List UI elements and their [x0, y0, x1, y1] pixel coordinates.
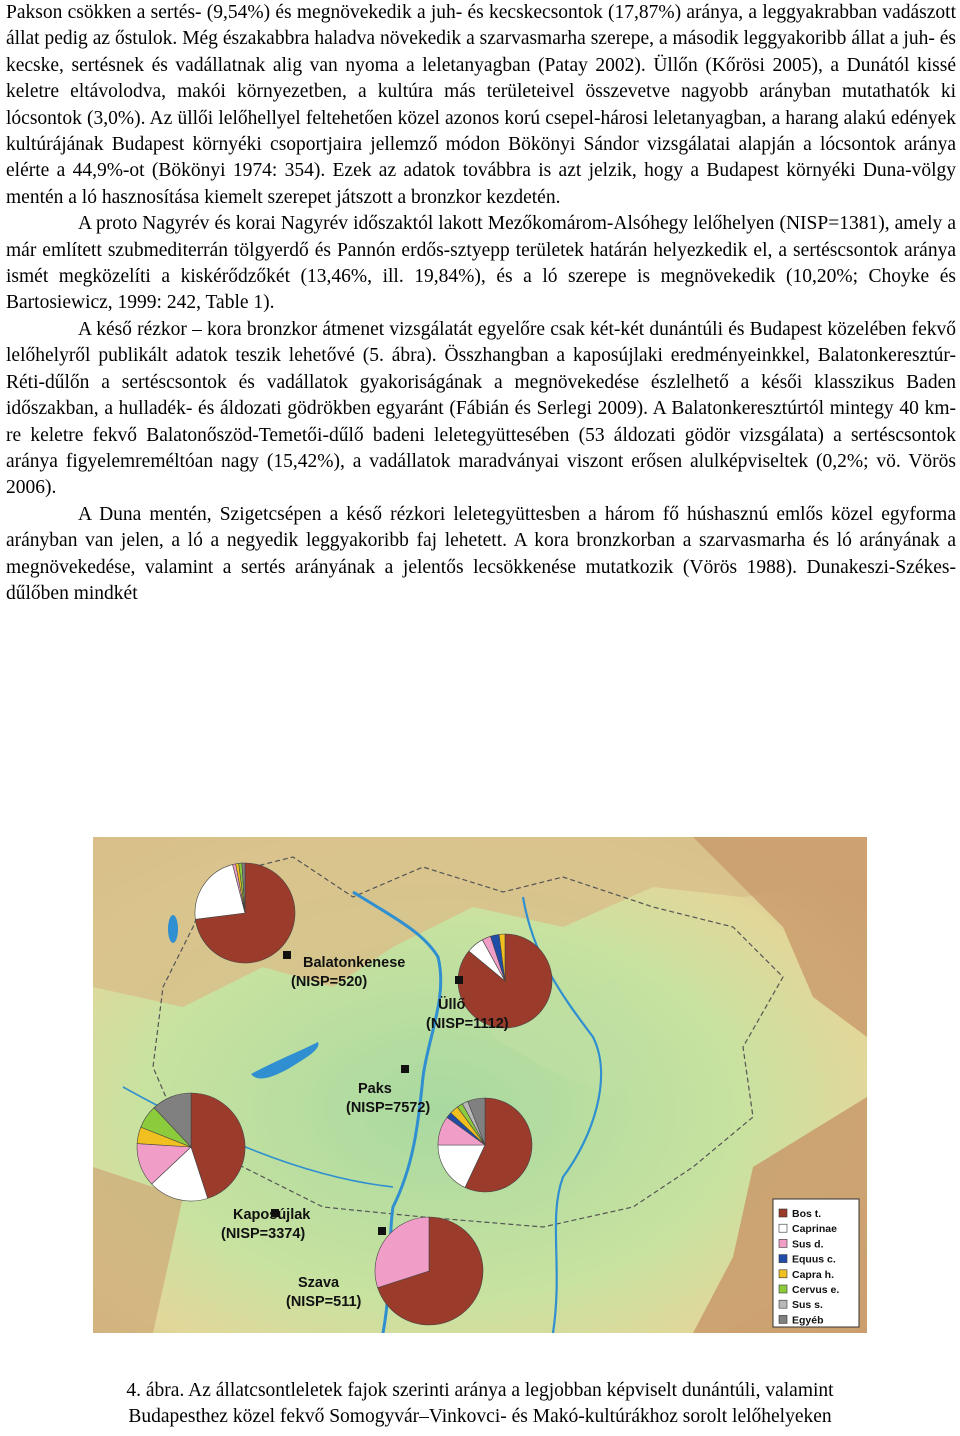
site-marker	[283, 951, 291, 959]
relief-map	[93, 837, 867, 1333]
legend-swatch	[779, 1239, 787, 1247]
caption-line: 4. ábra. Az állatcsontleletek fajok szerinti aránya a legjobban képviselt dunántúli, valamint	[126, 1380, 834, 1401]
relief-map-figure	[93, 837, 867, 1333]
site-nisp-label: (NISP=3374)	[221, 1226, 306, 1242]
legend-swatch	[779, 1224, 787, 1232]
legend-label: Caprinae	[792, 1223, 837, 1236]
legend-label: Bos t.	[792, 1208, 822, 1220]
site-nisp-label: (NISP=1112)	[426, 1016, 509, 1032]
pie-szava	[375, 1217, 483, 1325]
site-marker	[401, 1065, 409, 1073]
legend-swatch	[779, 1209, 787, 1217]
site-nisp-label: (NISP=511)	[286, 1294, 362, 1310]
legend-swatch	[779, 1300, 787, 1308]
paragraph: A Duna mentén, Szigetcsépen a késő rézkori leletegyüttesben a három fő húshasznú emlős közel egyforma arányban van jelen, a ló a negyedik leggyakoribb faj lehetett. A kora bronzkorban a szarvasmarha és ló arányának a megnövekedése, valamint a sertés arányának a jelentős lecsökkenése mutatkozik (Vörös 1988). Dunakeszi-Székes-dűlőben mindkét	[6, 503, 956, 604]
site-name-label: Kaposújlak	[233, 1207, 311, 1223]
site-marker	[455, 976, 463, 984]
paragraph: A proto Nagyrév és korai Nagyrév időszaktól lakott Mezőkomárom-Alsóhegy lelőhelyen (NISP=1381), amely a már említett szubmediterrán tölgyerdő és Pannón erdős-sztyepp területek határán helyezkedik el, a sertéscsontok aránya ismét megközelíti a kiskérődzőkét (13,46%, ill. 19,84%), és a ló szerepe is megnövekedik (10,20%; Choyke és Bartosiewicz, 1999: 242, Table 1).	[6, 213, 956, 314]
lake-neusiedl	[168, 915, 178, 943]
legend-swatch	[779, 1255, 787, 1263]
pie-paks	[438, 1098, 532, 1192]
legend-swatch	[779, 1270, 787, 1278]
legend-label: Equus c.	[792, 1253, 836, 1266]
legend-swatch	[779, 1315, 787, 1323]
site-name-label: Paks	[358, 1081, 392, 1097]
site-nisp-label: (NISP=520)	[291, 974, 368, 990]
legend-label: Sus d.	[792, 1238, 824, 1251]
legend	[773, 1199, 859, 1327]
legend-label: Cervus e.	[792, 1284, 840, 1296]
legend-label: Capra h.	[792, 1268, 835, 1281]
site-name-label: Üllő	[438, 997, 466, 1013]
paragraph: A késő rézkor – kora bronzkor átmenet vizsgálatát egyelőre csak két-két dunántúli és Budapest közelében fekvő lelőhelyről publikált adatok teszik lehetővé (5. ábra). Összhangban a kaposújlaki eredményeinkkel, Balatonkeresztúr-Réti-dűlőn a sertéscsontok és vadállatok gyakoriságának a megnövekedése észlelhető a késői klasszikus Baden időszakban, a hulladék- és áldozati gödrökben egyaránt (Fábián és Serlegi 2009). A Balatonkeresztúrtól mintegy 40 km-re keletre fekvő Balatonőszöd-Temetői-dűlő badeni leletegyüttesében (53 áldozati gödör vizsgálata) a sertéscsontok aránya figyelemreméltóan nagy (15,42%), a vadállatok maradványai viszont erősen alulképviseltek (0,2%; vö. Vörös 2006).	[6, 318, 956, 499]
pie-kaposújlak	[137, 1093, 245, 1201]
pie-balatonkenese	[195, 863, 295, 963]
caption-line: Budapesthez közel fekvő Somogyvár–Vinkovci- és Makó-kultúrákhoz sorolt lelőhelyeken	[128, 1406, 832, 1427]
figure-caption	[14, 1378, 946, 1430]
legend-label: Egyéb	[792, 1314, 824, 1327]
paragraph: Pakson csökken a sertés- (9,54%) és megnövekedik a juh- és kecskecsontok (17,87%) aránya, a leggyakrabban vadászott állat pedig az őstulok. Még északabbra haladva növekedik a szarvasmarha szerepe, a második leggyakoribb állat a juh- és kecske, sertésnek és vadállatnak alig van nyoma a leletanyagban (Patay 2002). Üllőn (Kőrösi 2005), a Dunától kissé keletre eltávolodva, makói környezetben, a kultúra más területeivel összevetve nagyobb arányban mutathatók ki lócsontok (3,0%). Az üllői lelőhellyel feltehetően közel azonos korú csepel-hárosi leletanyagban, a harang alakú edények kultúrájának Budapest környéki csoportjaira jellemző módon Bökönyi Sándor vizsgálatai alapján a lócsontok aránya elérte a 44,9%-ot (Bökönyi 1974: 354). Ezek az adatok továbbra is azt jelzik, hogy a Budapest környéki Duna-völgy mentén a ló hasznosítása kiemelt szerepet játszott a bronzkor kezdetén.	[6, 2, 956, 208]
legend-label: Sus s.	[792, 1299, 823, 1312]
body-text	[6, 0, 956, 607]
site-marker	[378, 1227, 386, 1235]
site-name-label: Szava	[298, 1275, 340, 1291]
legend-swatch	[779, 1285, 787, 1293]
site-nisp-label: (NISP=7572)	[346, 1100, 431, 1116]
site-name-label: Balatonkenese	[303, 955, 406, 971]
pie-üllő	[458, 934, 552, 1028]
